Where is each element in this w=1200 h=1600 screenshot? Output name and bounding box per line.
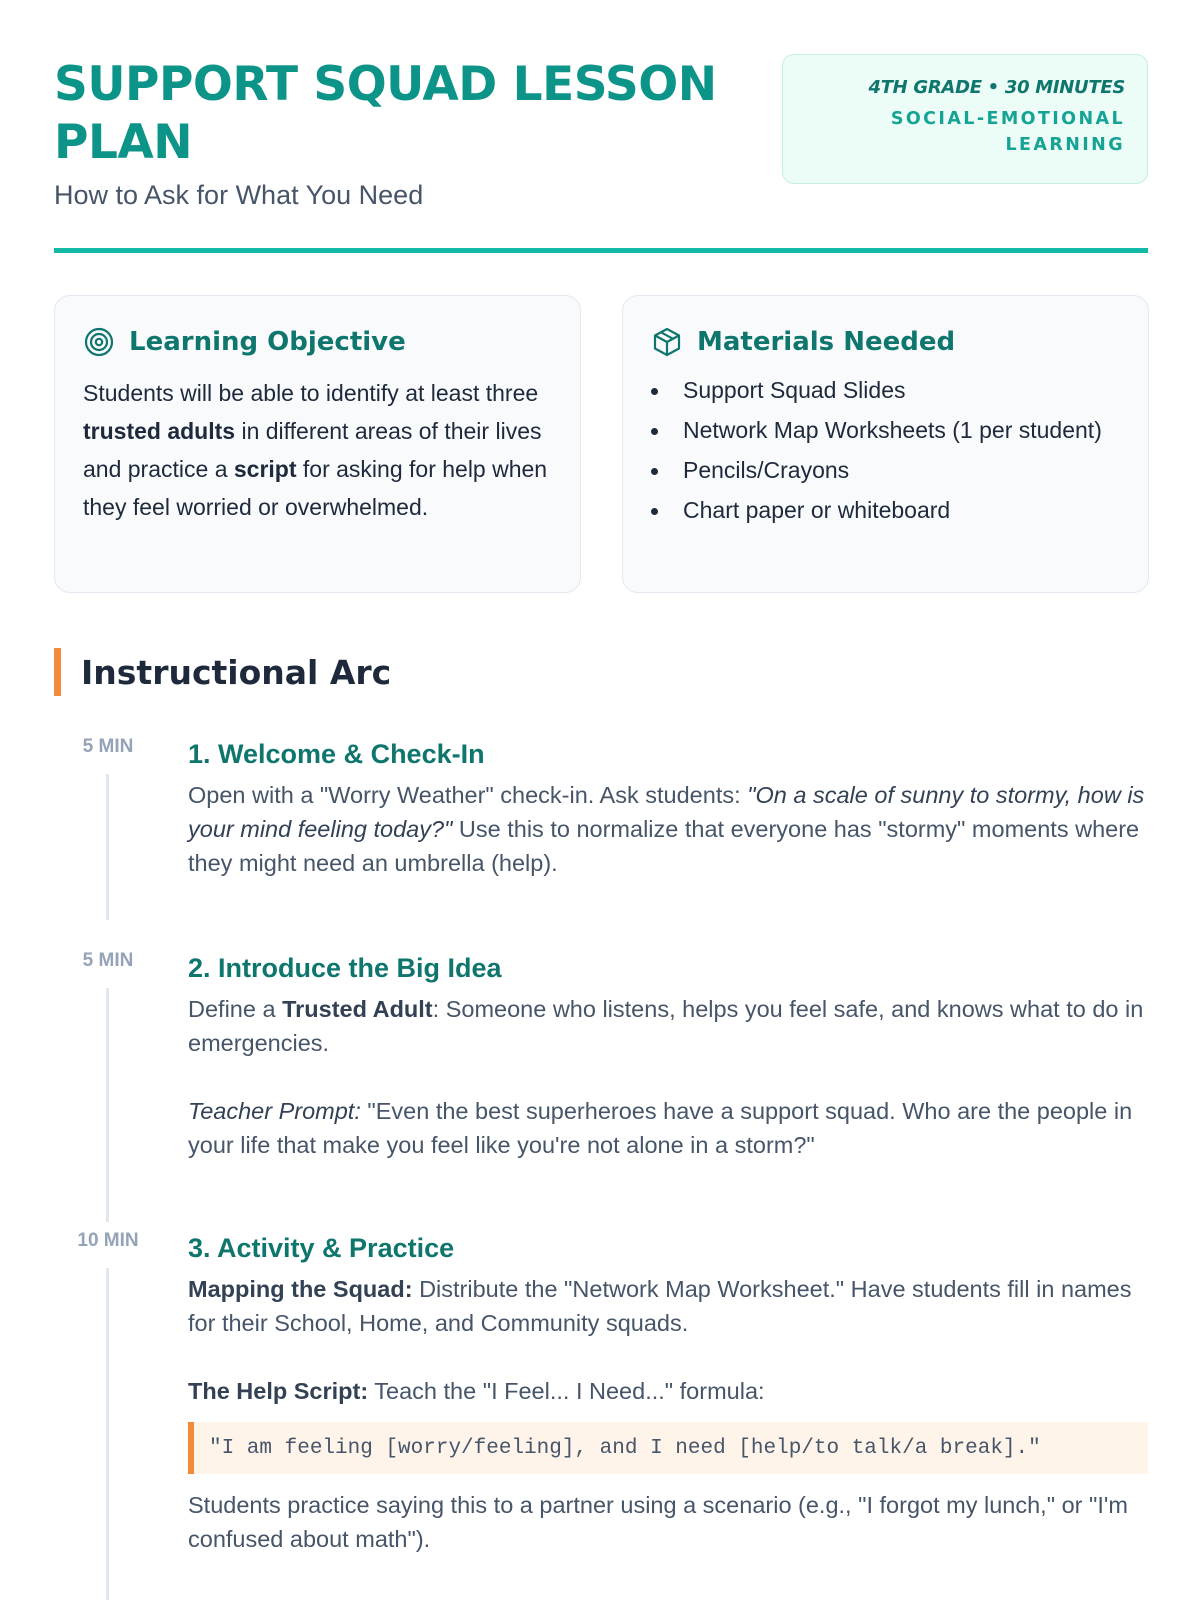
- page-title: SUPPORT SQUAD LESSON PLAN: [54, 57, 717, 170]
- learning-objective-card: [54, 295, 581, 593]
- materials-list: [651, 374, 1120, 527]
- timeline-step-2: [188, 950, 1148, 1162]
- lesson-meta-box: [782, 54, 1148, 184]
- list-item: Pencils/Crayons: [651, 454, 1120, 487]
- help-script-code: "I am feeling [worry/feeling], and I need [help/to talk/a break].": [209, 1436, 1041, 1460]
- target-icon: [83, 326, 115, 358]
- lesson-header: [54, 56, 1148, 210]
- step-title: 1. Welcome & Check-In: [188, 739, 485, 769]
- timeline-line: [106, 1268, 109, 1600]
- mapping-instructions: Mapping the Squad: Distribute the "Network Map Worksheet." Have students fill in names for their School, Home, and Community squads.: [188, 1276, 1132, 1336]
- objective-text: Students will be able to identify at least three trusted adults in different areas of their lives and practice a script for asking for help when they feel worried or overwhelmed.: [83, 380, 548, 520]
- trusted-adult-definition: Define a Trusted Adult: Someone who listens, helps you feel safe, and knows what to do in emergencies.: [188, 996, 1144, 1056]
- objective-trusted-adults: trusted adults: [83, 418, 236, 444]
- materials-card: [622, 295, 1149, 593]
- step-title: 2. Introduce the Big Idea: [188, 953, 502, 983]
- help-script-intro: The Help Script: Teach the "I Feel... I Need..." formula:: [188, 1378, 765, 1404]
- list-item: Support Squad Slides: [651, 374, 1120, 407]
- practice-instructions: Students practice saying this to a partner using a scenario (e.g., "I forgot my lunch," or "I'm confused about math").: [188, 1492, 1128, 1552]
- instructional-arc-heading: [54, 648, 391, 696]
- list-item: Network Map Worksheets (1 per student): [651, 414, 1120, 447]
- step-duration: 5 MIN: [82, 736, 134, 757]
- help-script-callout: [188, 1422, 1148, 1474]
- materials-title: Materials Needed: [697, 327, 956, 357]
- section-accent-bar: [54, 648, 61, 696]
- list-item: Chart paper or whiteboard: [651, 494, 1120, 527]
- objective-title: Learning Objective: [129, 327, 406, 357]
- step-title: 3. Activity & Practice: [188, 1233, 455, 1263]
- section-title: Instructional Arc: [81, 652, 392, 692]
- timeline-line: [106, 988, 109, 1222]
- timeline-step-1: [188, 736, 1148, 880]
- teacher-prompt: Teacher Prompt: "Even the best superheroes have a support squad. Who are the people in your life that make you feel like you're not alone in a storm?": [188, 1098, 1133, 1158]
- check-in-question: "On a scale of sunny to stormy, how is your mind feeling today?": [188, 782, 1145, 842]
- page-subtitle: How to Ask for What You Need: [54, 180, 424, 210]
- header-divider: [54, 248, 1148, 253]
- objective-script: script: [233, 456, 297, 482]
- timeline-step-3: [188, 1230, 1148, 1556]
- step-description: Open with a "Worry Weather" check-in. Ask students: "On a scale of sunny to stormy, how is your mind feeling today?" Use this to normalize that everyone has "stormy" moments where they might need an umbrella (help).: [188, 782, 1145, 876]
- subject-label: SOCIAL-EMOTIONAL LEARNING: [890, 109, 1125, 155]
- step-duration: 5 MIN: [82, 950, 134, 971]
- step-duration: 10 MIN: [77, 1230, 139, 1251]
- timeline-line: [106, 774, 109, 920]
- box-icon: [651, 326, 683, 358]
- grade-duration-label: 4TH GRADE • 30 MINUTES: [868, 77, 1125, 98]
